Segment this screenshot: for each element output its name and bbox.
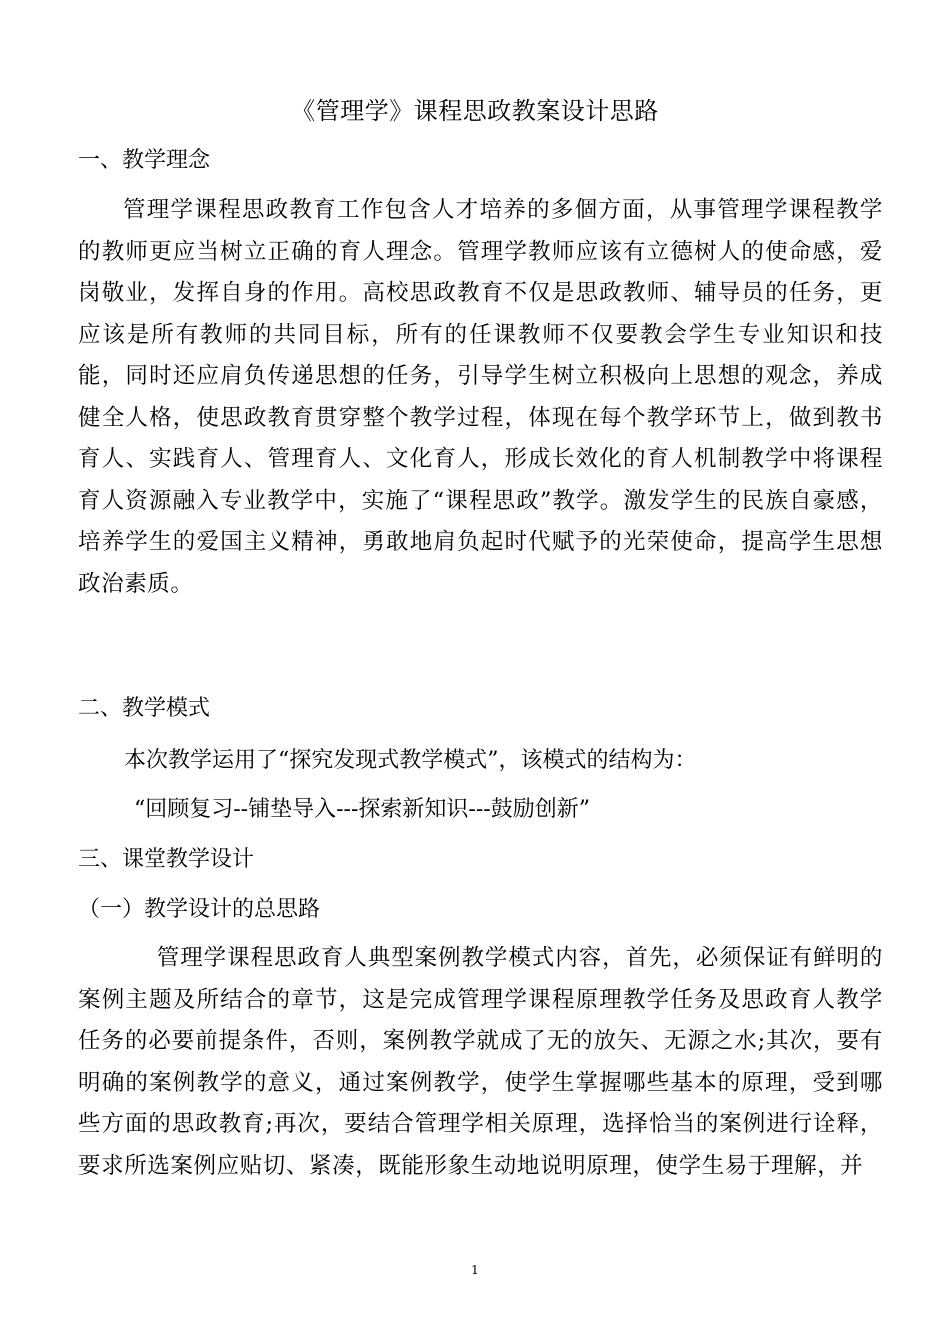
section-heading-classroom-design: 三、课堂教学设计	[78, 847, 255, 872]
page-number: 1	[471, 1263, 479, 1277]
section-heading-teaching-mode: 二、教学模式	[78, 696, 211, 721]
section-heading-teaching-philosophy: 一、教学理念	[78, 148, 211, 173]
teaching-mode-description: 本次教学运用了“探究发现式教学模式”，该模式的结构为：	[124, 748, 697, 773]
subheading-overall-design: （一）教学设计的总思路	[78, 897, 321, 922]
teaching-mode-structure: “回顾复习--铺垫导入---探索新知识---鼓励创新”	[134, 797, 590, 822]
paragraph-teaching-philosophy: 管理学课程思政教育工作包含人才培养的多個方面，从事管理学课程教学的教师更应当树立正确的育人理念。管理学教师应该有立德树人的使命感，爱岗敬业，发挥自身的作用。高校思政教育不仅是思政教师、辅导员的任务，更应该是所有教师的共同目标，所有的任课教师不仅要教会学生专业知识和技能，同时还应肩负传递思想的任务，引导学生树立积极向上思想的观念，养成健全人格，使思政教育贯穿整个教学过程，体现在每个教学环节上，做到教书育人、实践育人、管理育人、文化育人，形成长效化的育人机制教学中将课程育人资源融入专业教学中，实施了“课程思政”教学。激发学生的民族自豪感，培养学生的爱国主义精神，勇敢地肩负起时代赋予的光荣使命，提高学生思想政治素质。	[78, 197, 883, 597]
document-title: 《管理学》课程思政教案设计思路	[291, 97, 659, 125]
paragraph-overall-design: 管理学课程思政育人典型案例教学模式内容，首先，必须保证有鲜明的案例主题及所结合的章节，这是完成管理学课程原理教学任务及思政育人教学任务的必要前提条件，否则，案例教学就成了无的放矢、无源之水;其次，要有明确的案例教学的意义，通过案例教学，使学生掌握哪些基本的原理，受到哪些方面的思政教育;再次，要结合管理学相关原理，选择恰当的案例进行诠释，要求所选案例应贴切、紧凑，既能形象生动地说明原理，使学生易于理解，并	[78, 945, 883, 1179]
